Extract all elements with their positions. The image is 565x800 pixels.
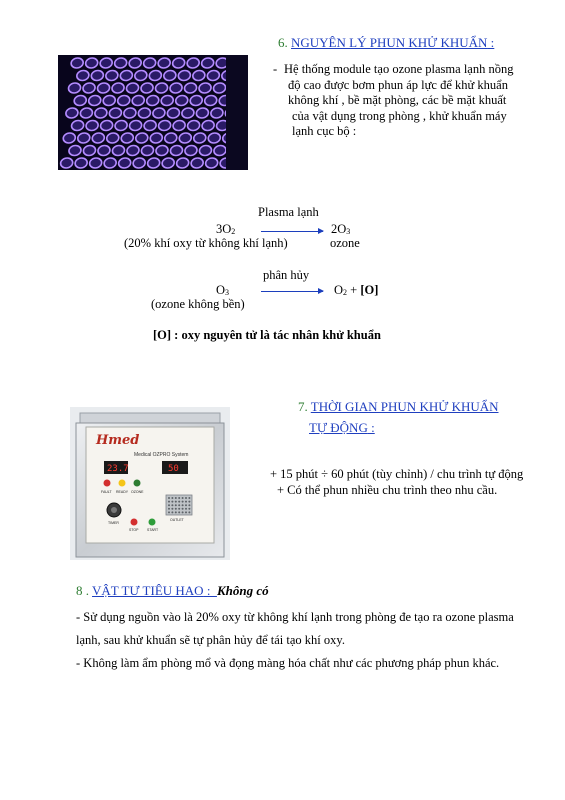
ozone-display-value: 50 [168,464,179,474]
plasma-cell [155,146,168,156]
plasma-panel-frame [226,55,248,170]
section-8-title: VẬT TƯ TIÊU HAO [92,583,204,598]
vent-hole [168,497,170,499]
vent-hole [175,508,177,510]
plasma-cell [175,96,188,106]
vent-hole [168,501,170,503]
plasma-cell [184,146,197,156]
plasma-cell [144,121,157,131]
plasma-cell [196,108,209,118]
reaction-1-product-subscript: 3 [346,227,351,236]
plasma-cell [184,83,197,93]
plasma-cell [89,158,102,168]
plasma-cell [75,158,88,168]
plasma-cell [210,108,223,118]
plasma-cell [178,71,191,81]
fault-indicator [104,480,111,487]
section-8-line: - Sử dụng nguồn vào là 20% oxy từ không khí lạnh trong phòng đe tạo ra ozone plasma [76,610,514,624]
section-7-heading-line-2 [309,420,375,436]
plasma-cell [97,146,110,156]
vent-hole [188,504,190,506]
reaction-2-arrow [261,291,323,292]
section-6-colon: : [487,35,495,50]
vent-hole [168,504,170,506]
plasma-cell [150,133,163,143]
plasma-cell [158,58,171,68]
plasma-cell [76,71,89,81]
section-8-heading [76,583,269,599]
section-8-line: lạnh, sau khử khuẩn sẽ tự phân hủy để tái tạo khí oxy. [76,633,345,647]
plasma-cell [205,158,218,168]
vent-hole [178,508,180,510]
plasma-cell [129,121,142,131]
section-7-colon: : [367,420,375,435]
plasma-cell [106,133,119,143]
vent-hole [168,511,170,513]
vent-hole [175,501,177,503]
reaction-1-reactant-note: (20% khí oxy từ không khí lạnh) [124,236,288,250]
plasma-cell [126,83,139,93]
plasma-cell [146,96,159,106]
plasma-cell [173,121,186,131]
reaction-2-reactant [216,283,229,298]
plasma-cell [129,58,142,68]
reaction-1-label: Plasma lạnh [258,205,319,219]
plasma-cell [77,133,90,143]
ozone-indicator-label: OZONE [131,490,144,494]
reaction-1-product-note: ozone [330,236,360,250]
plasma-cells [60,58,248,168]
vent-hole [178,497,180,499]
plasma-cell [192,71,205,81]
plasma-cell [199,83,212,93]
vent-hole [171,504,173,506]
plasma-cell [92,133,105,143]
vent-hole [178,511,180,513]
device-model: Medical OZPRO System [134,452,189,458]
plasma-cell [170,146,183,156]
plasma-panel-graphic [58,55,248,170]
section-6-paragraph [284,62,564,140]
device-brand: Hmed [96,433,140,448]
plasma-cell [141,83,154,93]
plasma-cell [100,121,113,131]
plasma-cell [65,108,78,118]
atomic-oxygen-note: [O] : oxy nguyên tử là tác nhân khử khuẩn [153,328,381,342]
timer-knob-center [111,507,117,513]
plasma-panel-image [58,55,248,170]
plasma-cell [187,58,200,68]
section-8-value: Không có [216,583,269,598]
section-7-title-line-2: TỰ ĐỘNG [309,420,368,435]
plasma-cell [204,96,217,106]
section-8-number: 8 . [76,583,93,598]
vent-hole [178,504,180,506]
fault-indicator-label: FAULT [101,490,112,494]
stop-button [131,519,138,526]
reaction-1-reactant [216,222,235,237]
vent-hole [175,511,177,513]
plasma-cell [118,158,131,168]
reaction-2-product-subscript: 2 [343,288,348,297]
start-button-label: START [147,528,159,532]
plasma-cell [85,58,98,68]
vent-hole [188,508,190,510]
plasma-cell [80,108,93,118]
plasma-cell [193,133,206,143]
plasma-cell [105,71,118,81]
vent-hole [182,508,184,510]
plasma-cell [164,133,177,143]
plasma-cell [201,58,214,68]
vent-hole [188,501,190,503]
ozone-device-graphic [70,407,230,560]
section-8-line: - Không làm ẩm phòng mổ và đọng màng hóa chất như các phương pháp phun khác. [76,656,500,670]
plasma-cell [121,133,134,143]
reaction-2-reactant-subscript: 3 [225,288,230,297]
plasma-cell [199,146,212,156]
plasma-cell [138,108,151,118]
plasma-cell [147,158,160,168]
plasma-cell [60,158,73,168]
vent-hole [185,504,187,506]
plasma-cell [213,146,226,156]
vent-hole [182,497,184,499]
reaction-2-product [334,283,378,298]
plasma-cell [207,71,220,81]
plasma-cell [123,108,136,118]
plasma-cell [71,58,84,68]
plasma-cell [187,121,200,131]
plasma-cell [179,133,192,143]
plasma-cell [176,158,189,168]
plasma-cell [94,108,107,118]
section-8-paragraph [76,606,556,675]
plasma-cell [71,121,84,131]
vent-hole [188,511,190,513]
vent-hole [171,497,173,499]
plasma-cell [68,83,81,93]
plasma-cell [202,121,215,131]
start-button [149,519,156,526]
section-6-line: không khí , bề mặt phòng, các bề mặt khuất [288,93,507,107]
vent-hole [171,511,173,513]
plasma-cell [213,83,226,93]
plasma-cell [103,96,116,106]
reaction-2-atomic-oxygen: [O] [360,283,379,297]
plasma-cell [181,108,194,118]
stop-button-label: STOP [129,528,139,532]
plasma-cell [172,58,185,68]
plasma-cell [161,96,174,106]
reaction-2-label: phân hủy [263,268,310,282]
plasma-cell [104,158,117,168]
section-7-line: + 15 phút ÷ 60 phút (tùy chỉnh) / chu trình tự động [270,467,524,481]
plasma-cell [132,96,145,106]
plasma-cell [141,146,154,156]
plasma-cell [155,83,168,93]
section-6-bullet: - [273,62,278,76]
plasma-cell [83,146,96,156]
plasma-cell [158,121,171,131]
section-8-colon: : [203,583,217,598]
section-7-line: + Có thể phun nhiều chu trình theo nhu cầu. [277,483,498,497]
vent-hole [182,504,184,506]
plasma-cell [83,83,96,93]
vent-hole [178,501,180,503]
vent-hole [175,504,177,506]
plasma-cell [109,108,122,118]
section-7-title-line-1: THỜI GIAN PHUN KHỬ KHUẨN [310,399,499,414]
plasma-cell [120,71,133,81]
ready-indicator-label: READY [116,490,129,494]
ozone-indicator [134,480,141,487]
plasma-cell [100,58,113,68]
reaction-2-product-formula: O [334,283,344,297]
section-6-line: Hệ thống module tạo ozone plasma lạnh nồng [284,62,514,76]
plasma-cell [167,108,180,118]
plasma-cell [63,133,76,143]
section-6-line: của vật dụng trong phòng , khử khuẩn máy [292,108,507,123]
vent-hole [185,501,187,503]
section-6-line: độ cao được bơm phun áp lực để khử khuẩn [288,77,508,92]
vent-hole [171,508,173,510]
plasma-cell [74,96,87,106]
vent-hole [182,501,184,503]
plasma-cell [191,158,204,168]
plasma-cell [190,96,203,106]
timer-knob-label: TIMER [108,521,119,525]
plasma-cell [97,83,110,93]
vent-hole [188,497,190,499]
vent-hole [182,511,184,513]
plasma-cell [112,83,125,93]
plasma-cell [134,71,147,81]
section-7-number: 7. [298,399,311,414]
plasma-cell [91,71,104,81]
plasma-cell [133,158,146,168]
vent-hole [171,501,173,503]
reaction-2-reactant-formula: O [216,283,226,297]
ozone-device-image [70,407,230,560]
section-6-line: lạnh cục bộ : [292,124,357,138]
vent-hole [175,497,177,499]
plasma-cell [208,133,221,143]
vent-hole [168,508,170,510]
plasma-cell [117,96,130,106]
vent-hole [185,508,187,510]
reaction-2-plus: + [347,283,361,297]
ready-indicator [119,480,126,487]
plasma-cell [149,71,162,81]
section-6-heading [278,35,494,51]
timer-display-value: 23.7 [107,464,129,474]
plasma-cell [88,96,101,106]
vent-hole [185,497,187,499]
section-6-title: NGUYÊN LÝ PHUN KHỬ KHUẨN [291,35,488,50]
plasma-cell [86,121,99,131]
plasma-cell [135,133,148,143]
reaction-1-reactant-subscript: 2 [231,227,236,236]
section-6-number: 6. [278,35,291,50]
reaction-2-reactant-note: (ozone không bền) [151,297,245,311]
reaction-1-arrow [261,231,323,232]
plasma-cell [112,146,125,156]
plasma-cell [115,121,128,131]
plasma-cell [170,83,183,93]
plasma-cell [162,158,175,168]
reaction-1-product-formula: 2O [331,222,347,236]
plasma-cell [152,108,165,118]
plasma-cell [126,146,139,156]
vent-hole [185,511,187,513]
outlet-vent-label: OUTLET [170,518,184,522]
plasma-cell [114,58,127,68]
plasma-cell [68,146,81,156]
reaction-1-reactant-formula: 3O [216,222,232,236]
reaction-1-product [331,222,350,237]
plasma-cell [143,58,156,68]
plasma-cell [163,71,176,81]
section-7-heading [298,399,499,415]
